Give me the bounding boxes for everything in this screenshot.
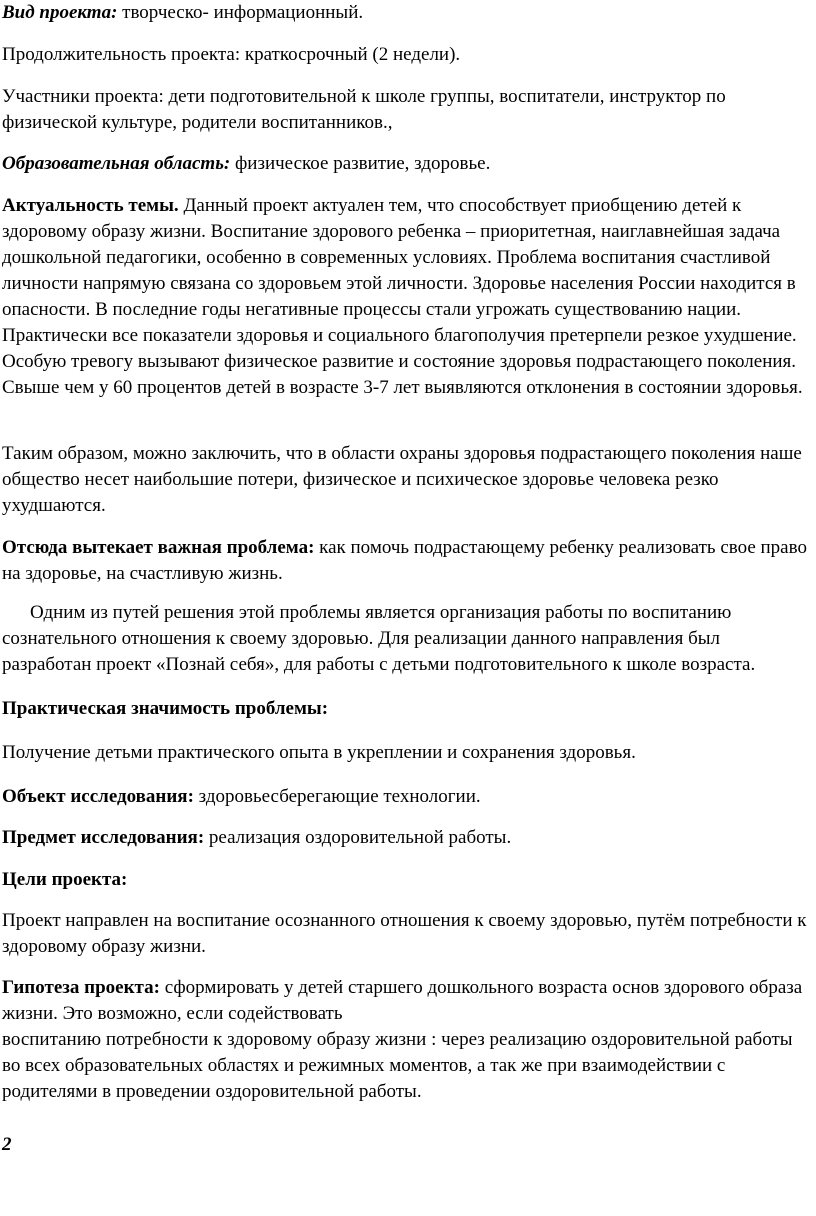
practical-experience-text: Получение детьми практического опыта в укреплении и сохранения здоровья. bbox=[2, 742, 636, 763]
project-type-value: творческо- информационный. bbox=[117, 2, 364, 23]
relevance-label: Актуальность темы. bbox=[2, 195, 179, 216]
research-object-label: Объект исследования: bbox=[2, 786, 194, 807]
project-goals-text: Проект направлен на воспитание осознанного отношения к своему здоровью, путём потребности к здоровому образу жизни. bbox=[2, 910, 807, 957]
project-type-label: Вид проекта: bbox=[2, 2, 118, 23]
hypothesis-paragraph bbox=[2, 975, 810, 1105]
page-number: 2 bbox=[2, 1134, 12, 1155]
relevance-text: Данный проект актуален тем, что способствует приобщению детей к здоровому образу жизни. Воспитание здорового ребенка – приоритетная, наиглавнейшая задача дошкольной педагогики, особенно в современных условиях. Проблема воспитания счастливой личности напрямую связана со здоровьем этой личности. Здоровье населения России находится в опасности. В последние годы негативные процессы стали угрожать существованию нации. Практически все показатели здоровья и социального благополучия претерпели резкое ухудшение. Особую тревогу вызывают физическое развитие и состояние здоровья подрастающего поколения. Свыше чем у 60 процентов детей в возрасте 3-7 лет выявляются отклонения в состоянии здоровья. bbox=[2, 195, 803, 398]
hypothesis-label: Гипотеза проекта: bbox=[2, 977, 160, 998]
project-duration-text: Продолжительность проекта: краткосрочный (2 недели). bbox=[2, 44, 461, 65]
educational-area-value: физическое развитие, здоровье. bbox=[230, 153, 491, 174]
research-subject-value: реализация оздоровительной работы. bbox=[204, 827, 512, 848]
research-subject-paragraph bbox=[2, 825, 810, 851]
research-subject-label: Предмет исследования: bbox=[2, 827, 205, 848]
practical-significance-label: Практическая значимость проблемы: bbox=[2, 698, 329, 719]
project-participants-text: Участники проекта: дети подготовительной к школе группы, воспитатели, инструктор по физической культуре, родители воспитанников., bbox=[2, 86, 726, 133]
relevance-paragraph bbox=[2, 193, 810, 401]
practical-experience-paragraph bbox=[2, 740, 810, 766]
hypothesis-text-1: сформировать у детей старшего дошкольного возраста основ здорового образа жизни. Это возможно, если содействовать bbox=[2, 977, 803, 1024]
project-duration-paragraph bbox=[2, 42, 810, 68]
research-object-value: здоровьесберегающие технологии. bbox=[193, 786, 481, 807]
solution-text: Одним из путей решения этой проблемы является организация работы по воспитанию сознательного отношения к своему здоровью. Для реализации данного направления был разработан проект «Познай себя», для работы с детьми подготовительного к школе возраста. bbox=[2, 602, 756, 675]
project-goals-paragraph bbox=[2, 908, 810, 960]
conclusion-paragraph bbox=[2, 441, 810, 519]
educational-area-paragraph bbox=[2, 151, 810, 177]
conclusion-text: Таким образом, можно заключить, что в области охраны здоровья подрастающего поколения наше общество несет наибольшие потери, физическое и психическое здоровье человека резко ухудшаются. bbox=[2, 443, 802, 516]
problem-text: как помочь подрастающему ребенку реализовать свое право на здоровье, на счастливую жизнь. bbox=[2, 537, 807, 584]
project-goals-heading bbox=[2, 867, 810, 893]
solution-paragraph bbox=[2, 600, 810, 678]
problem-label: Отсюда вытекает важная проблема: bbox=[2, 537, 315, 558]
practical-significance-paragraph bbox=[2, 696, 810, 722]
project-goals-label: Цели проекта: bbox=[2, 869, 128, 890]
project-type-paragraph bbox=[2, 0, 810, 26]
research-object-paragraph bbox=[2, 784, 810, 810]
problem-paragraph bbox=[2, 535, 810, 587]
project-participants-paragraph bbox=[2, 84, 810, 136]
educational-area-label: Образовательная область: bbox=[2, 153, 231, 174]
hypothesis-text-2: воспитанию потребности к здоровому образу жизни : через реализацию оздоровительной работы во всех образовательных областях и режимных моментов, а так же при взаимодействии с родителями в проведении оздоровительной работы. bbox=[2, 1029, 793, 1102]
